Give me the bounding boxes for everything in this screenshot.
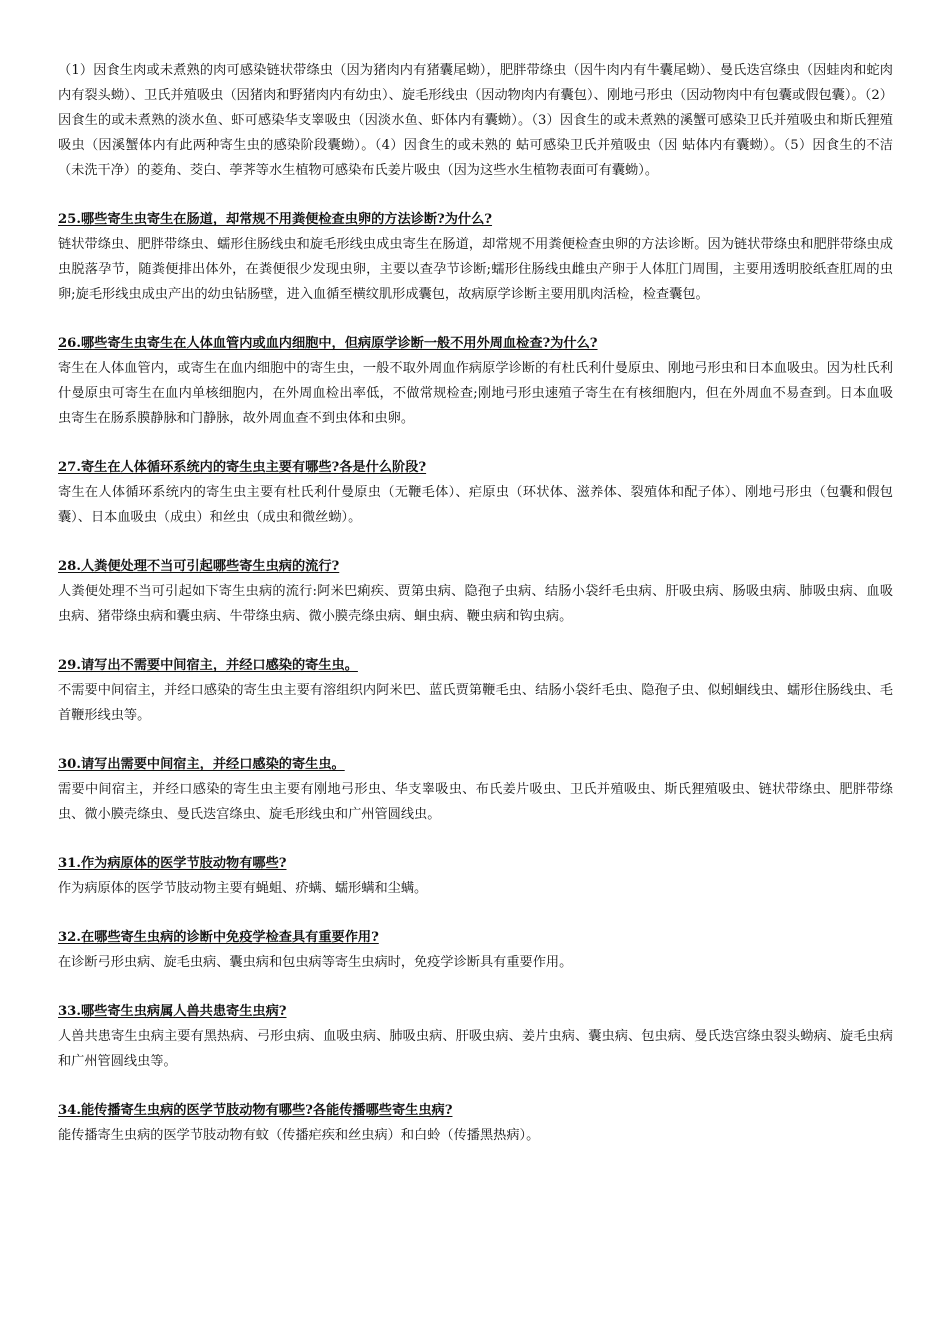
- answer-34: 能传播寄生虫病的医学节肢动物有蚊（传播疟疾和丝虫病）和白蛉（传播黑热病）。: [58, 1128, 540, 1143]
- answer-28: 人粪便处理不当可引起如下寄生虫病的流行:阿米巴痢疾、贾第虫病、隐孢子虫病、结肠小袋纤毛虫病、肝吸虫病、肠吸虫病、肺吸虫病、血吸虫病、猪带绦虫病和囊虫病、牛带绦虫病、微小膜壳绦虫病、蛔虫病、鞭虫病和钩虫病。: [58, 584, 893, 624]
- qa-section-27: [58, 455, 893, 530]
- qa-section-29: [58, 653, 893, 728]
- qa-section-30: [58, 752, 893, 827]
- qa-section-25: [58, 207, 893, 307]
- answer-31: 作为病原体的医学节肢动物主要有蝇蛆、疥螨、蠕形螨和尘螨。: [58, 881, 428, 896]
- question-26: 26.哪些寄生虫寄生在人体血管内或血内细胞中，但病原学诊断一般不用外周血检查?为什么?: [58, 336, 598, 351]
- answer-26: 寄生在人体血管内，或寄生在血内细胞中的寄生虫，一般不取外周血作病原学诊断的有杜氏利什曼原虫、刚地弓形虫和日本血吸虫。因为杜氏利什曼原虫可寄生在血内单核细胞内，在外周血检出率低，不做常规检查;刚地弓形虫速殖子寄生在有核细胞内，但在外周血不易查到。日本血吸虫寄生在肠系膜静脉和门静脉，故外周血查不到虫体和虫卵。: [58, 361, 893, 426]
- answer-30: 需要中间宿主，并经口感染的寄生虫主要有刚地弓形虫、华支睾吸虫、布氏姜片吸虫、卫氏并殖吸虫、斯氏狸殖吸虫、链状带绦虫、肥胖带绦虫、微小膜壳绦虫、曼氏迭宫绦虫、旋毛形线虫和广州管圆线虫。: [58, 782, 893, 822]
- question-29: 29.请写出不需要中间宿主，并经口感染的寄生虫。: [58, 658, 358, 673]
- qa-section-31: [58, 851, 893, 901]
- question-27: 27.寄生在人体循环系统内的寄生虫主要有哪些?各是什么阶段?: [58, 460, 427, 475]
- question-25: 25.哪些寄生虫寄生在肠道，却常规不用粪便检查虫卵的方法诊断?为什么?: [58, 212, 493, 227]
- question-31: 31.作为病原体的医学节肢动物有哪些?: [58, 856, 287, 871]
- answer-29: 不需要中间宿主，并经口感染的寄生虫主要有溶组织内阿米巴、蓝氏贾第鞭毛虫、结肠小袋纤毛虫、隐孢子虫、似蚓蛔线虫、蠕形住肠线虫、毛首鞭形线虫等。: [58, 683, 893, 723]
- qa-section-33: [58, 999, 893, 1074]
- answer-32: 在诊断弓形虫病、旋毛虫病、囊虫病和包虫病等寄生虫病时，免疫学诊断具有重要作用。: [58, 955, 573, 970]
- answer-27: 寄生在人体循环系统内的寄生虫主要有杜氏利什曼原虫（无鞭毛体）、疟原虫（环状体、滋养体、裂殖体和配子体）、刚地弓形虫（包囊和假包囊）、日本血吸虫（成虫）和丝虫（成虫和微丝蚴）。: [58, 485, 893, 525]
- answer-33: 人兽共患寄生虫病主要有黑热病、弓形虫病、血吸虫病、肺吸虫病、肝吸虫病、姜片虫病、囊虫病、包虫病、曼氏迭宫绦虫裂头蚴病、旋毛虫病和广州管圆线虫等。: [58, 1029, 893, 1069]
- qa-section-34: [58, 1098, 893, 1148]
- question-28: 28.人粪便处理不当可引起哪些寄生虫病的流行?: [58, 559, 340, 574]
- question-30: 30.请写出需要中间宿主，并经口感染的寄生虫。: [58, 757, 345, 772]
- question-34: 34.能传播寄生虫病的医学节肢动物有哪些?各能传播哪些寄生虫病?: [58, 1103, 453, 1118]
- qa-section-28: [58, 554, 893, 629]
- question-33: 33.哪些寄生虫病属人兽共患寄生虫病?: [58, 1004, 287, 1019]
- question-32: 32.在哪些寄生虫病的诊断中免疫学检查具有重要作用?: [58, 930, 379, 945]
- qa-section-32: [58, 925, 893, 975]
- qa-section-26: [58, 331, 893, 431]
- intro-paragraph: （1）因食生肉或未煮熟的肉可感染链状带绦虫（因为猪肉内有猪囊尾蚴），肥胖带绦虫（因牛肉内有牛囊尾蚴）、曼氏迭宫绦虫（因蛙肉和蛇肉内有裂头蚴）、卫氏并殖吸虫（因猪肉和野猪肉内有幼虫）、旋毛形线虫（因动物肉内有囊包）、刚地弓形虫（因动物肉中有包囊或假包囊）。（2）因食生的或未煮熟的淡水鱼、虾可感染华支睾吸虫（因淡水鱼、虾体内有囊蚴）。（3）因食生的或未煮熟的溪蟹可感染卫氏并殖吸虫和斯氏狸殖吸虫（因溪蟹体内有此两种寄生虫的感染阶段囊蚴）。（4）因食生的或未熟的 蛄可感染卫氏并殖吸虫（因 蛄体内有囊蚴）。（5）因食生的不洁（未洗干净）的菱角、茭白、荸荠等水生植物可感染布氏姜片吸虫（因为这些水生植物表面可有囊蚴）。: [58, 63, 893, 178]
- answer-25: 链状带绦虫、肥胖带绦虫、蠕形住肠线虫和旋毛形线虫成虫寄生在肠道，却常规不用粪便检查虫卵的方法诊断。因为链状带绦虫和肥胖带绦虫成虫脱落孕节，随粪便排出体外，在粪便很少发现虫卵，主要以查孕节诊断;蠕形住肠线虫雌虫产卵于人体肛门周围，主要用透明胶纸查肛周的虫卵;旋毛形线虫成虫产出的幼虫钻肠壁，进入血循至横纹肌形成囊包，故病原学诊断主要用肌肉活检，检查囊包。: [58, 237, 893, 302]
